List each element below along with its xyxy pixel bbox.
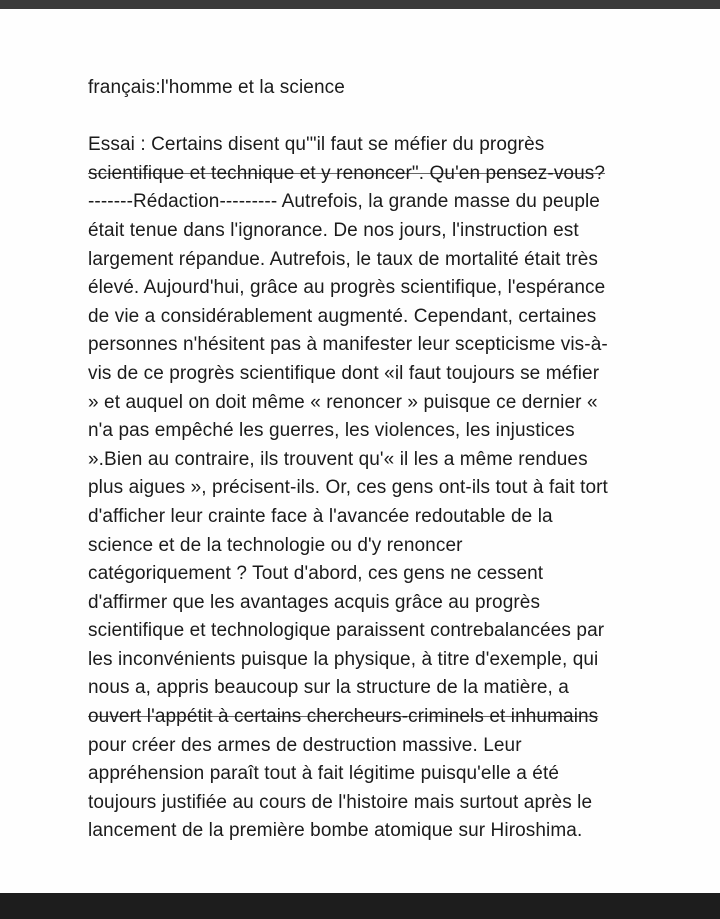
essay-line: personnes n'hésitent pas à manifester leur scepticisme vis-à-: [88, 334, 608, 356]
essay-line: appréhension paraît tout à fait légitime puisqu'elle a été: [88, 763, 560, 785]
essay-line: plus aigues », précisent-ils. Or, ces gens ont-ils tout à fait tort: [88, 477, 608, 499]
essay-line: de vie a considérablement augmenté. Cependant, certaines: [88, 305, 597, 327]
essay-line: lancement de la première bombe atomique sur Hiroshima.: [88, 820, 583, 842]
essay-line: les inconvénients puisque la physique, à titre d'exemple, qui: [88, 648, 599, 670]
essay-line: scientifique et technologique paraissent contrebalancées par: [88, 620, 605, 642]
essay-line: toujours justifiée au cours de l'histoire mais surtout après le: [88, 791, 593, 813]
essay-line: ouvert l'appétit à certains chercheurs-criminels et inhumains: [88, 706, 599, 728]
essay-line: d'affirmer que les avantages acquis grâce au progrès: [88, 591, 541, 613]
essay-line: -------Rédaction--------- Autrefois, la grande masse du peuple: [88, 191, 600, 213]
essay-line: était tenue dans l'ignorance. De nos jours, l'instruction est: [88, 219, 579, 241]
essay-line: élevé. Aujourd'hui, grâce au progrès scientifique, l'espérance: [88, 277, 606, 299]
essay-line: largement répandue. Autrefois, le taux de mortalité était très: [88, 248, 598, 270]
bottom-edge-bar: [0, 893, 720, 919]
essay-body: [88, 131, 680, 846]
top-edge-bar: [0, 0, 720, 9]
document-content: [88, 74, 680, 846]
essay-line: ».Bien au contraire, ils trouvent qu'« il les a même rendues: [88, 448, 588, 470]
essay-line: nous a, appris beaucoup sur la structure de la matière, a: [88, 677, 569, 699]
essay-line: science et de la technologie ou d'y renoncer: [88, 534, 463, 556]
essay-line: Essai : Certains disent qu'"il faut se méfier du progrès: [88, 134, 545, 156]
document-title: français:l'homme et la science: [88, 77, 345, 98]
essay-line: scientifique et technique et y renoncer". Qu'en pensez-vous?: [88, 162, 606, 184]
essay-line: catégoriquement ? Tout d'abord, ces gens ne cessent: [88, 563, 544, 585]
essay-line: » et auquel on doit même « renoncer » puisque ce dernier «: [88, 391, 598, 413]
essay-line: d'afficher leur crainte face à l'avancée redoutable de la: [88, 505, 553, 527]
essay-line: vis de ce progrès scientifique dont «il faut toujours se méfier: [88, 362, 600, 384]
essay-line: pour créer des armes de destruction massive. Leur: [88, 734, 522, 756]
essay-line: n'a pas empêché les guerres, les violences, les injustices: [88, 420, 575, 442]
